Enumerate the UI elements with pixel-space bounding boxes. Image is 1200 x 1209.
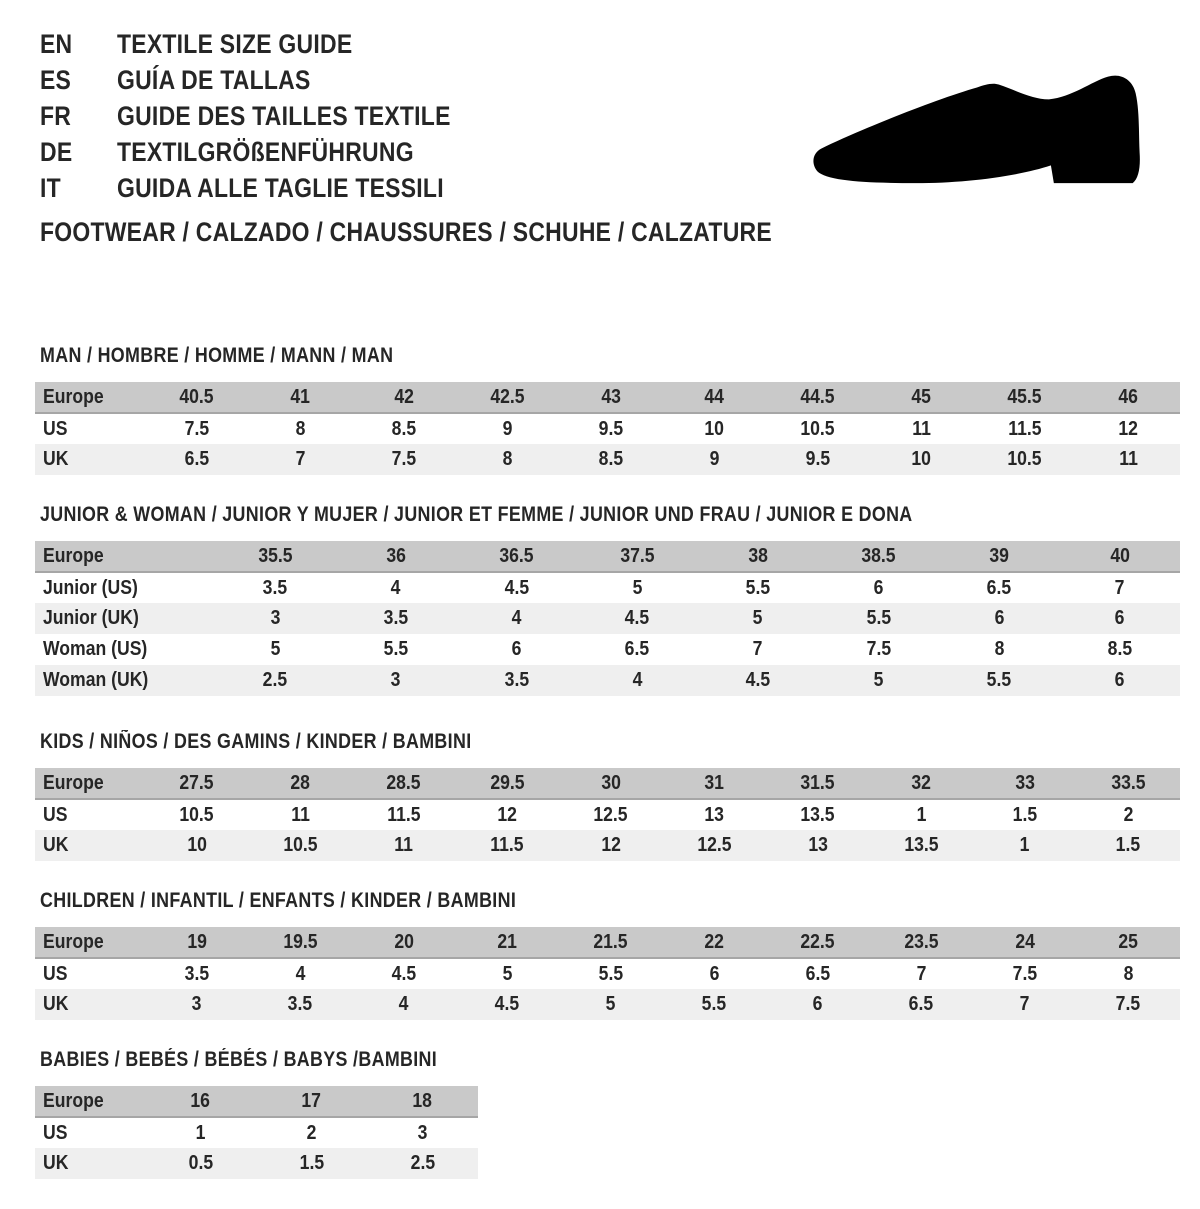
size-value-cell: 11 bbox=[911, 417, 931, 440]
size-value-cell: 12 bbox=[1118, 417, 1139, 440]
size-value-cell: 6 bbox=[709, 962, 720, 985]
size-value-cell: 10 bbox=[911, 448, 932, 470]
junior-woman-section bbox=[35, 505, 1180, 696]
size-value-cell: 4 bbox=[398, 993, 409, 1015]
size-value-cell: 23.5 bbox=[870, 927, 974, 958]
size-value-cell: 5 bbox=[502, 962, 513, 985]
size-value-cell: 7.5 bbox=[184, 417, 209, 440]
row-label-cell: Europe bbox=[35, 768, 145, 799]
size-value-cell: 5 bbox=[752, 607, 763, 629]
size-value-cell: 11.5 bbox=[490, 834, 524, 856]
size-value-cell: 1.5 bbox=[1116, 834, 1141, 856]
junior-woman-size-table bbox=[35, 541, 1180, 696]
size-value-cell: 7.5 bbox=[1116, 993, 1141, 1015]
language-line-de bbox=[40, 134, 510, 170]
size-value-cell: 6 bbox=[1114, 669, 1125, 691]
size-value-cell: 6 bbox=[994, 607, 1004, 629]
language-title: TEXTILGRÖßENFÜHRUNG bbox=[117, 136, 414, 167]
size-value-cell: 20 bbox=[352, 927, 456, 958]
table-row bbox=[35, 830, 1180, 861]
language-title: TEXTILE SIZE GUIDE bbox=[117, 28, 353, 59]
row-label-cell: UK bbox=[43, 1152, 69, 1174]
size-value-cell: 7.5 bbox=[391, 448, 416, 470]
size-value-cell: 1 bbox=[916, 803, 927, 826]
language-line-it bbox=[40, 170, 510, 206]
size-value-cell: 37.5 bbox=[577, 541, 698, 572]
size-value-cell: 21.5 bbox=[559, 927, 663, 958]
size-value-cell: 5 bbox=[632, 576, 643, 599]
row-label-cell: Woman (US) bbox=[43, 638, 148, 660]
size-value-cell: 30 bbox=[559, 768, 663, 799]
size-value-cell: 42.5 bbox=[456, 382, 560, 413]
table-row bbox=[35, 799, 1180, 830]
size-value-cell: 29.5 bbox=[456, 768, 560, 799]
size-value-cell: 3.5 bbox=[383, 607, 409, 629]
size-value-cell: 7.5 bbox=[866, 638, 891, 660]
size-value-cell: 3.5 bbox=[263, 576, 288, 599]
size-value-cell: 27.5 bbox=[145, 768, 249, 799]
row-label-cell: UK bbox=[43, 834, 69, 856]
table-row bbox=[35, 1117, 478, 1148]
size-value-cell: 38 bbox=[698, 541, 819, 572]
language-line-fr bbox=[40, 98, 510, 134]
size-value-cell: 4 bbox=[295, 962, 306, 985]
size-value-cell: 4.5 bbox=[391, 962, 416, 985]
size-value-cell: 13 bbox=[704, 803, 725, 826]
size-value-cell: 3 bbox=[191, 993, 202, 1015]
size-value-cell: 4.5 bbox=[745, 669, 771, 691]
size-value-cell: 18 bbox=[367, 1086, 478, 1117]
size-value-cell: 5.5 bbox=[598, 962, 623, 985]
size-value-cell: 10 bbox=[186, 834, 207, 856]
children-size-table bbox=[35, 927, 1180, 1020]
size-value-cell: 13 bbox=[807, 834, 828, 856]
size-value-cell: 3.5 bbox=[184, 962, 209, 985]
table-row bbox=[35, 413, 1180, 444]
size-value-cell: 5.5 bbox=[866, 607, 891, 629]
language-title: GUIDA ALLE TAGLIE TESSILI bbox=[117, 172, 444, 203]
size-value-cell: 35.5 bbox=[215, 541, 336, 572]
table-row bbox=[35, 603, 1180, 634]
size-value-cell: 11 bbox=[290, 803, 310, 826]
size-value-cell: 9.5 bbox=[805, 448, 830, 470]
size-value-cell: 19.5 bbox=[249, 927, 353, 958]
size-value-cell: 13.5 bbox=[904, 834, 939, 856]
size-value-cell: 9 bbox=[502, 417, 513, 440]
man-size-table bbox=[35, 382, 1180, 475]
size-value-cell: 12.5 bbox=[593, 803, 628, 826]
babies-size-table bbox=[35, 1086, 478, 1179]
row-label-cell: US bbox=[43, 803, 68, 826]
size-value-cell: 43 bbox=[559, 382, 663, 413]
size-value-cell: 12 bbox=[497, 803, 518, 826]
size-value-cell: 44.5 bbox=[766, 382, 870, 413]
size-value-cell: 8.5 bbox=[391, 417, 416, 440]
size-value-cell: 12.5 bbox=[697, 834, 732, 856]
children-section bbox=[35, 891, 1180, 1020]
size-value-cell: 7 bbox=[295, 448, 306, 470]
size-value-cell: 6 bbox=[1114, 607, 1125, 629]
size-value-cell: 4 bbox=[511, 607, 522, 629]
row-label-cell: Junior (US) bbox=[43, 576, 138, 599]
size-value-cell: 3.5 bbox=[288, 993, 313, 1015]
section-title: JUNIOR & WOMAN / JUNIOR Y MUJER / JUNIOR ET FEMME / JUNIOR UND FRAU / JUNIOR E DONA bbox=[40, 503, 913, 526]
size-value-cell: 1.5 bbox=[1012, 803, 1037, 826]
size-value-cell: 8 bbox=[994, 638, 1004, 660]
table-row bbox=[35, 665, 1180, 696]
size-value-cell: 6 bbox=[511, 638, 522, 660]
table-header-row bbox=[35, 382, 1180, 413]
size-value-cell: 3 bbox=[270, 607, 281, 629]
language-line-en bbox=[40, 26, 510, 62]
row-label-cell: Woman (UK) bbox=[43, 669, 149, 691]
size-value-cell: 6.5 bbox=[986, 576, 1012, 599]
language-title: GUÍA DE TALLAS bbox=[117, 64, 311, 95]
row-label-cell: US bbox=[43, 962, 68, 985]
size-value-cell: 7 bbox=[1019, 993, 1030, 1015]
table-header-row bbox=[35, 927, 1180, 958]
size-value-cell: 5.5 bbox=[383, 638, 409, 660]
kids-section bbox=[35, 732, 1180, 861]
size-value-cell: 38.5 bbox=[818, 541, 939, 572]
size-value-cell: 10.5 bbox=[179, 803, 214, 826]
row-label-cell: Europe bbox=[35, 382, 145, 413]
table-header-row bbox=[35, 541, 1180, 572]
size-value-cell: 6.5 bbox=[184, 448, 209, 470]
size-value-cell: 4.5 bbox=[495, 993, 520, 1015]
size-value-cell: 8 bbox=[502, 448, 513, 470]
row-label-cell: UK bbox=[43, 993, 69, 1015]
row-label-cell: UK bbox=[43, 448, 69, 470]
row-label-cell: Europe bbox=[35, 927, 145, 958]
size-value-cell: 2 bbox=[1123, 803, 1134, 826]
language-code: IT bbox=[40, 172, 61, 203]
size-value-cell: 1.5 bbox=[299, 1152, 324, 1174]
size-value-cell: 45.5 bbox=[973, 382, 1077, 413]
size-value-cell: 8 bbox=[1123, 962, 1134, 985]
size-value-cell: 7 bbox=[1114, 576, 1125, 599]
size-value-cell: 22 bbox=[663, 927, 767, 958]
table-row bbox=[35, 572, 1180, 603]
size-value-cell: 2.5 bbox=[263, 669, 288, 691]
size-tables bbox=[35, 346, 1180, 1209]
section-title: BABIES / BEBÉS / BÉBÉS / BABYS /BAMBINI bbox=[40, 1048, 438, 1071]
dress-shoe-icon bbox=[806, 54, 1144, 192]
row-label-cell: US bbox=[43, 1121, 68, 1144]
size-value-cell: 5 bbox=[270, 638, 281, 660]
size-value-cell: 36 bbox=[336, 541, 457, 572]
size-value-cell: 36.5 bbox=[456, 541, 577, 572]
row-label-cell: Junior (UK) bbox=[43, 607, 139, 629]
language-code: EN bbox=[40, 28, 73, 59]
section-title: CHILDREN / INFANTIL / ENFANTS / KINDER / BAMBINI bbox=[40, 889, 517, 912]
size-value-cell: 11 bbox=[394, 834, 414, 856]
size-value-cell: 5.5 bbox=[986, 669, 1012, 691]
size-value-cell: 33 bbox=[973, 768, 1077, 799]
size-value-cell: 8 bbox=[295, 417, 306, 440]
language-line-es bbox=[40, 62, 510, 98]
size-value-cell: 4 bbox=[632, 669, 643, 691]
size-value-cell: 6.5 bbox=[909, 993, 934, 1015]
size-value-cell: 11.5 bbox=[1008, 417, 1042, 440]
size-value-cell: 10.5 bbox=[1007, 448, 1042, 470]
table-row bbox=[35, 989, 1180, 1020]
section-title: KIDS / NIÑOS / DES GAMINS / KINDER / BAMBINI bbox=[40, 730, 472, 753]
size-value-cell: 5.5 bbox=[702, 993, 727, 1015]
size-value-cell: 9.5 bbox=[598, 417, 623, 440]
size-value-cell: 32 bbox=[870, 768, 974, 799]
language-code: FR bbox=[40, 100, 72, 131]
section-title: MAN / HOMBRE / HOMME / MANN / MAN bbox=[40, 344, 394, 367]
size-value-cell: 2.5 bbox=[410, 1152, 435, 1174]
size-value-cell: 0.5 bbox=[188, 1152, 213, 1174]
size-value-cell: 5 bbox=[873, 669, 884, 691]
size-value-cell: 42 bbox=[352, 382, 456, 413]
table-header-row bbox=[35, 1086, 478, 1117]
size-value-cell: 40.5 bbox=[145, 382, 249, 413]
size-value-cell: 39 bbox=[939, 541, 1060, 572]
row-label-cell: US bbox=[43, 417, 68, 440]
size-value-cell: 10.5 bbox=[800, 417, 835, 440]
kids-size-table bbox=[35, 768, 1180, 861]
size-value-cell: 4 bbox=[391, 576, 401, 599]
size-value-cell: 3 bbox=[417, 1121, 428, 1144]
size-value-cell: 33.5 bbox=[1077, 768, 1181, 799]
language-code: ES bbox=[40, 64, 72, 95]
table-row bbox=[35, 634, 1180, 665]
size-value-cell: 6.5 bbox=[624, 638, 650, 660]
table-row bbox=[35, 1148, 478, 1179]
size-value-cell: 28 bbox=[249, 768, 353, 799]
table-row bbox=[35, 444, 1180, 475]
size-value-cell: 16 bbox=[145, 1086, 256, 1117]
language-title-list bbox=[40, 26, 510, 206]
size-value-cell: 45 bbox=[870, 382, 974, 413]
size-value-cell: 19 bbox=[145, 927, 249, 958]
size-value-cell: 7 bbox=[752, 638, 763, 660]
size-value-cell: 44 bbox=[663, 382, 767, 413]
row-label-cell: Europe bbox=[35, 1086, 145, 1117]
man-section bbox=[35, 346, 1180, 475]
size-value-cell: 5 bbox=[605, 993, 616, 1015]
size-value-cell: 6 bbox=[812, 993, 823, 1015]
size-value-cell: 11 bbox=[1118, 448, 1138, 470]
size-value-cell: 1 bbox=[1019, 834, 1030, 856]
size-value-cell: 7 bbox=[916, 962, 927, 985]
size-value-cell: 8.5 bbox=[1107, 638, 1132, 660]
size-value-cell: 31.5 bbox=[766, 768, 870, 799]
size-value-cell: 9 bbox=[709, 448, 720, 470]
size-value-cell: 25 bbox=[1077, 927, 1181, 958]
size-value-cell: 12 bbox=[600, 834, 621, 856]
size-value-cell: 41 bbox=[249, 382, 353, 413]
table-header-row bbox=[35, 768, 1180, 799]
babies-section bbox=[35, 1050, 1180, 1179]
size-value-cell: 4.5 bbox=[504, 576, 529, 599]
size-value-cell: 2 bbox=[306, 1121, 317, 1144]
category-line-text: FOOTWEAR / CALZADO / CHAUSSURES / SCHUHE / CALZATURE bbox=[40, 216, 772, 247]
size-value-cell: 40 bbox=[1059, 541, 1180, 572]
size-value-cell: 21 bbox=[456, 927, 560, 958]
language-code: DE bbox=[40, 136, 73, 167]
size-value-cell: 31 bbox=[663, 768, 767, 799]
size-value-cell: 46 bbox=[1077, 382, 1181, 413]
row-label-cell: Europe bbox=[35, 541, 215, 572]
size-value-cell: 4.5 bbox=[624, 607, 650, 629]
size-value-cell: 24 bbox=[973, 927, 1077, 958]
size-value-cell: 3 bbox=[391, 669, 401, 691]
size-value-cell: 3.5 bbox=[504, 669, 529, 691]
table-row bbox=[35, 958, 1180, 989]
size-value-cell: 28.5 bbox=[352, 768, 456, 799]
size-value-cell: 10.5 bbox=[283, 834, 318, 856]
size-value-cell: 1 bbox=[195, 1121, 206, 1144]
size-value-cell: 22.5 bbox=[766, 927, 870, 958]
size-value-cell: 17 bbox=[256, 1086, 367, 1117]
category-line bbox=[40, 217, 901, 247]
size-value-cell: 10 bbox=[704, 417, 725, 440]
size-value-cell: 8.5 bbox=[598, 448, 623, 470]
size-value-cell: 5.5 bbox=[745, 576, 771, 599]
size-value-cell: 11.5 bbox=[387, 803, 421, 826]
size-value-cell: 13.5 bbox=[800, 803, 835, 826]
size-value-cell: 6 bbox=[873, 576, 884, 599]
language-title: GUIDE DES TAILLES TEXTILE bbox=[117, 100, 451, 131]
size-value-cell: 6.5 bbox=[805, 962, 830, 985]
size-value-cell: 7.5 bbox=[1012, 962, 1037, 985]
